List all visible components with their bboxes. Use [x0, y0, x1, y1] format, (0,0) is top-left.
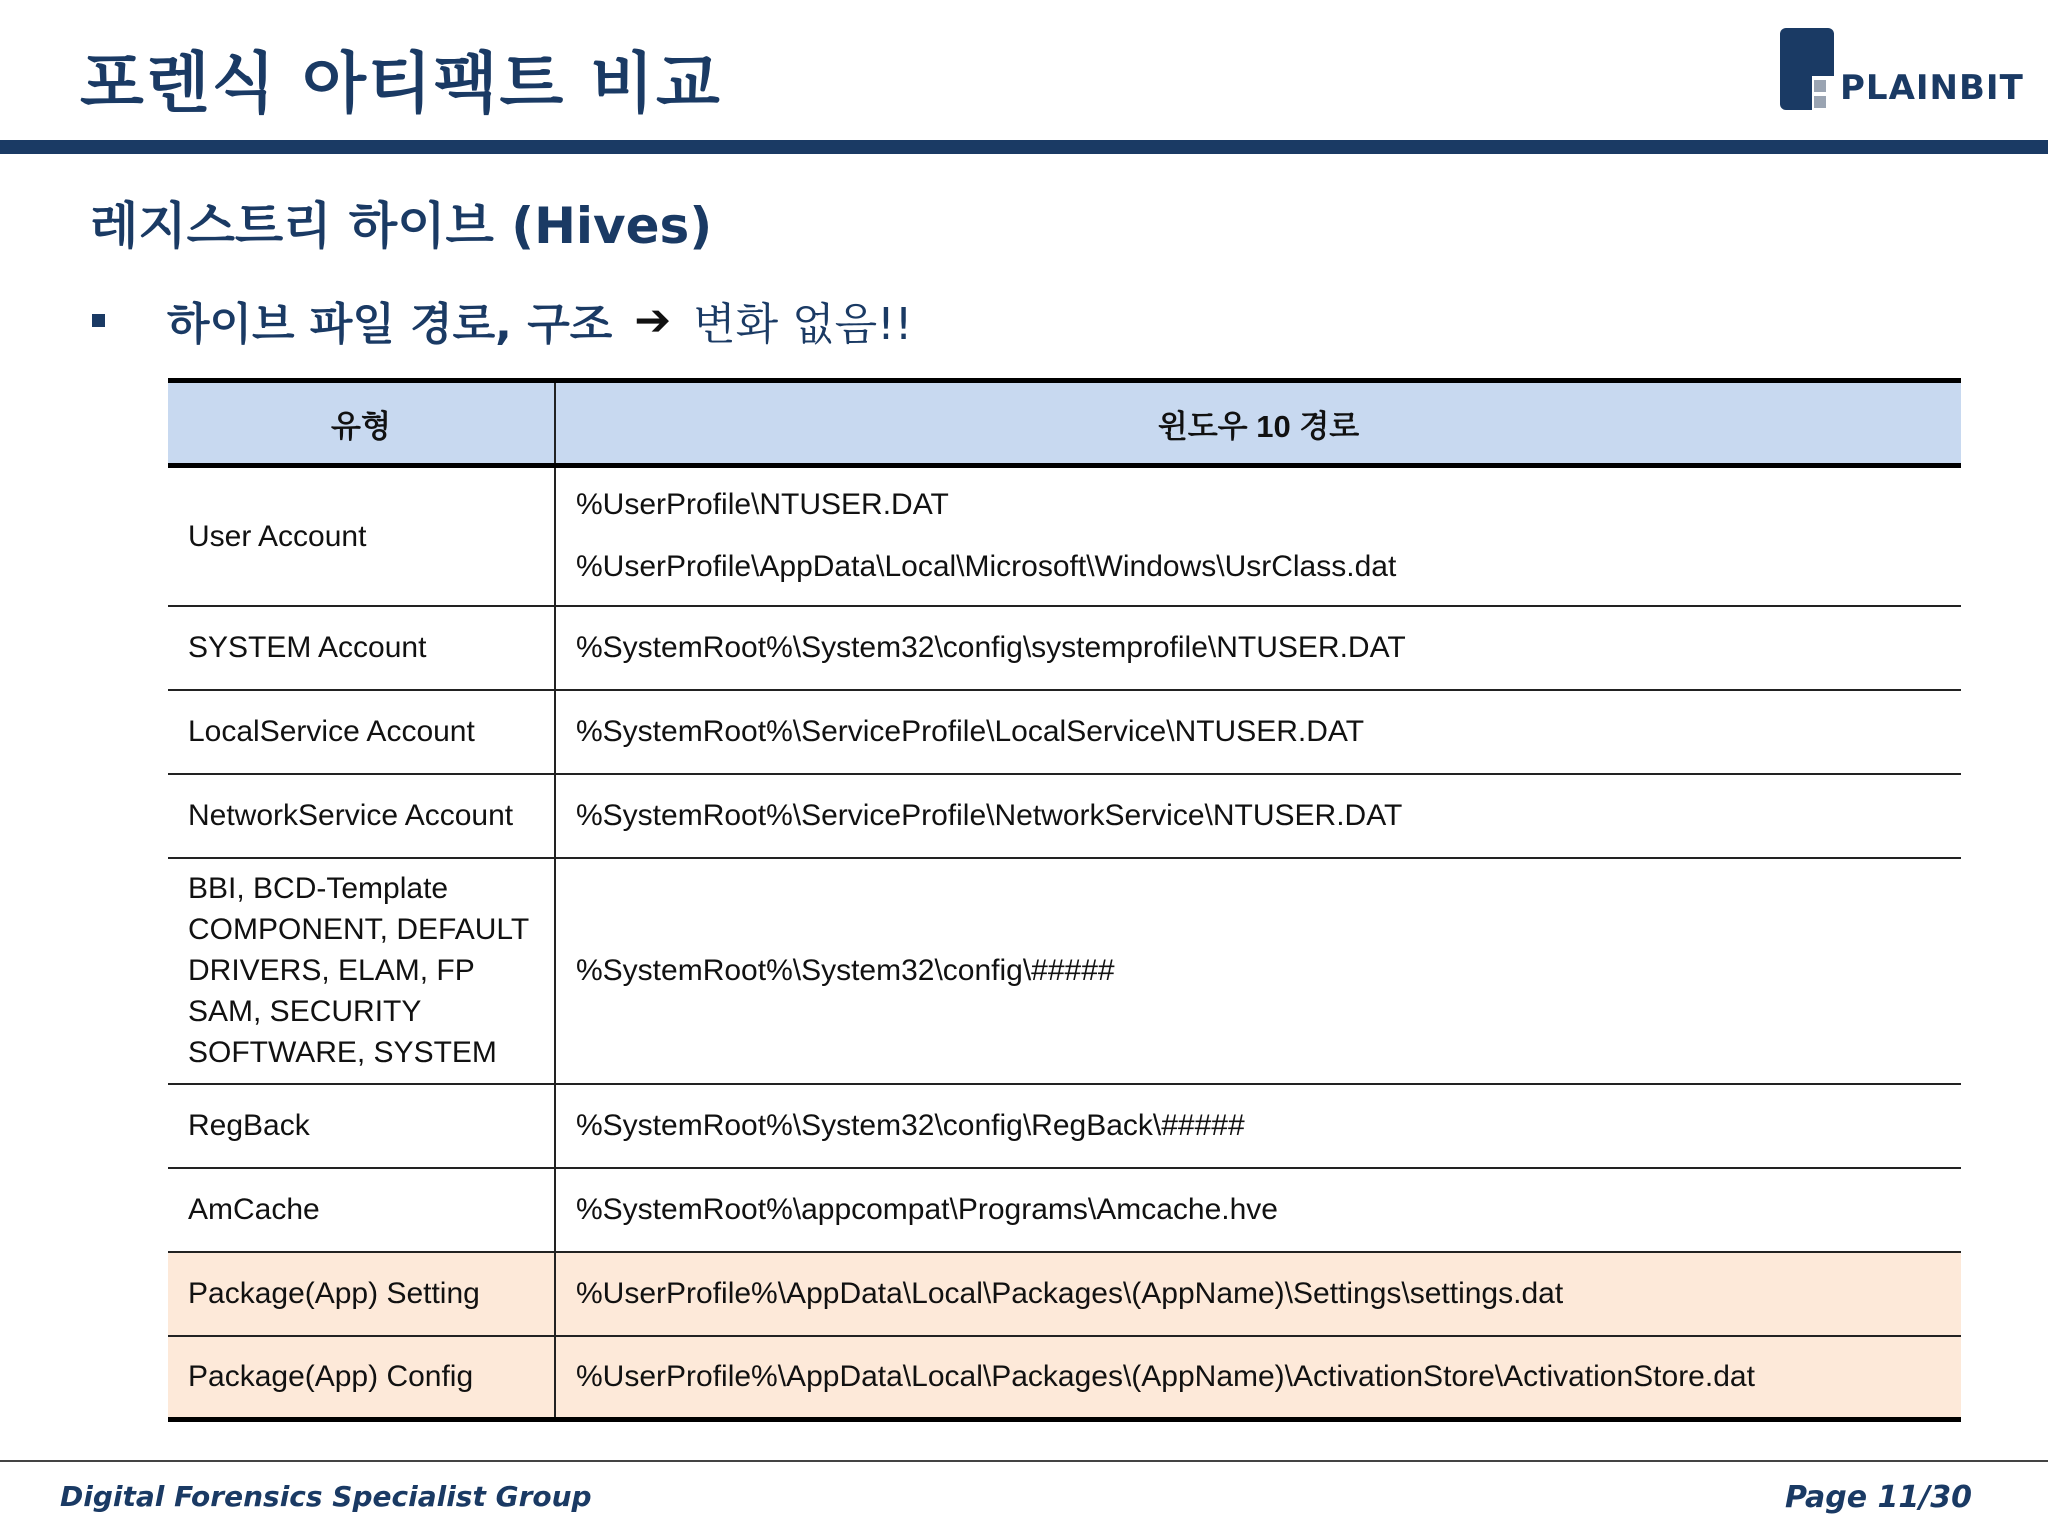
page-number: Page 11/30 — [1784, 1480, 1972, 1515]
hives-table — [168, 378, 1961, 1422]
footer-divider — [0, 1460, 2048, 1462]
plainbit-logo — [1778, 24, 2024, 116]
table-row-highlighted — [168, 1336, 1961, 1420]
bullet-normal-text: 변화 없음!! — [693, 299, 913, 350]
table-row — [168, 774, 1961, 858]
header-divider — [0, 140, 2048, 154]
section-subtitle: 레지스트리 하이브 (Hives) — [90, 197, 713, 255]
table-row — [168, 1168, 1961, 1252]
bullet-point — [92, 290, 912, 350]
path-cell: %SystemRoot%\ServiceProfile\LocalService\NTUSER.DAT — [555, 690, 1961, 774]
type-cell: LocalService Account — [168, 690, 555, 774]
table-row-highlighted — [168, 1252, 1961, 1336]
table-row — [168, 606, 1961, 690]
footer-group: Digital Forensics Specialist Group — [60, 1480, 592, 1513]
header-type: 유형 — [168, 381, 555, 466]
type-cell: BBI, BCD-Template COMPONENT, DEFAULT DRIVERS, ELAM, FP SAM, SECURITY SOFTWARE, SYSTEM — [168, 858, 555, 1084]
path-cell: %SystemRoot%\System32\config\systemprofile\NTUSER.DAT — [555, 606, 1961, 690]
type-cell: Package(App) Setting — [168, 1252, 555, 1336]
path-cell: %SystemRoot%\System32\config\##### — [555, 858, 1961, 1084]
bullet-bold-text: 하이브 파일 경로, 구조 — [167, 299, 613, 350]
bullet-square-icon — [92, 314, 105, 327]
logo-text: PLAINBIT — [1840, 68, 2024, 108]
type-cell: Package(App) Config — [168, 1336, 555, 1420]
type-cell: User Account — [168, 466, 555, 606]
slide-title: 포렌식 아티팩트 비교 — [80, 45, 722, 122]
arrow-right-icon: ➔ — [634, 294, 672, 346]
table-row — [168, 466, 1961, 606]
header-path: 윈도우 10 경로 — [555, 381, 1961, 466]
type-cell: SYSTEM Account — [168, 606, 555, 690]
type-cell: NetworkService Account — [168, 774, 555, 858]
table-row — [168, 690, 1961, 774]
path-cell: %SystemRoot%\appcompat\Programs\Amcache.hve — [555, 1168, 1961, 1252]
path-cell: %UserProfile%\AppData\Local\Packages\(AppName)\ActivationStore\ActivationStore.dat — [555, 1336, 1961, 1420]
type-cell: RegBack — [168, 1084, 555, 1168]
type-cell: AmCache — [168, 1168, 555, 1252]
path-cell: %UserProfile%\AppData\Local\Packages\(AppName)\Settings\settings.dat — [555, 1252, 1961, 1336]
table-row — [168, 1084, 1961, 1168]
table-row — [168, 858, 1961, 1084]
path-cell: %SystemRoot%\ServiceProfile\NetworkService\NTUSER.DAT — [555, 774, 1961, 858]
path-cell: %UserProfile\NTUSER.DAT %UserProfile\AppData\Local\Microsoft\Windows\UsrClass.dat — [555, 466, 1961, 606]
path-cell: %SystemRoot%\System32\config\RegBack\##### — [555, 1084, 1961, 1168]
table-header-row — [168, 381, 1961, 466]
